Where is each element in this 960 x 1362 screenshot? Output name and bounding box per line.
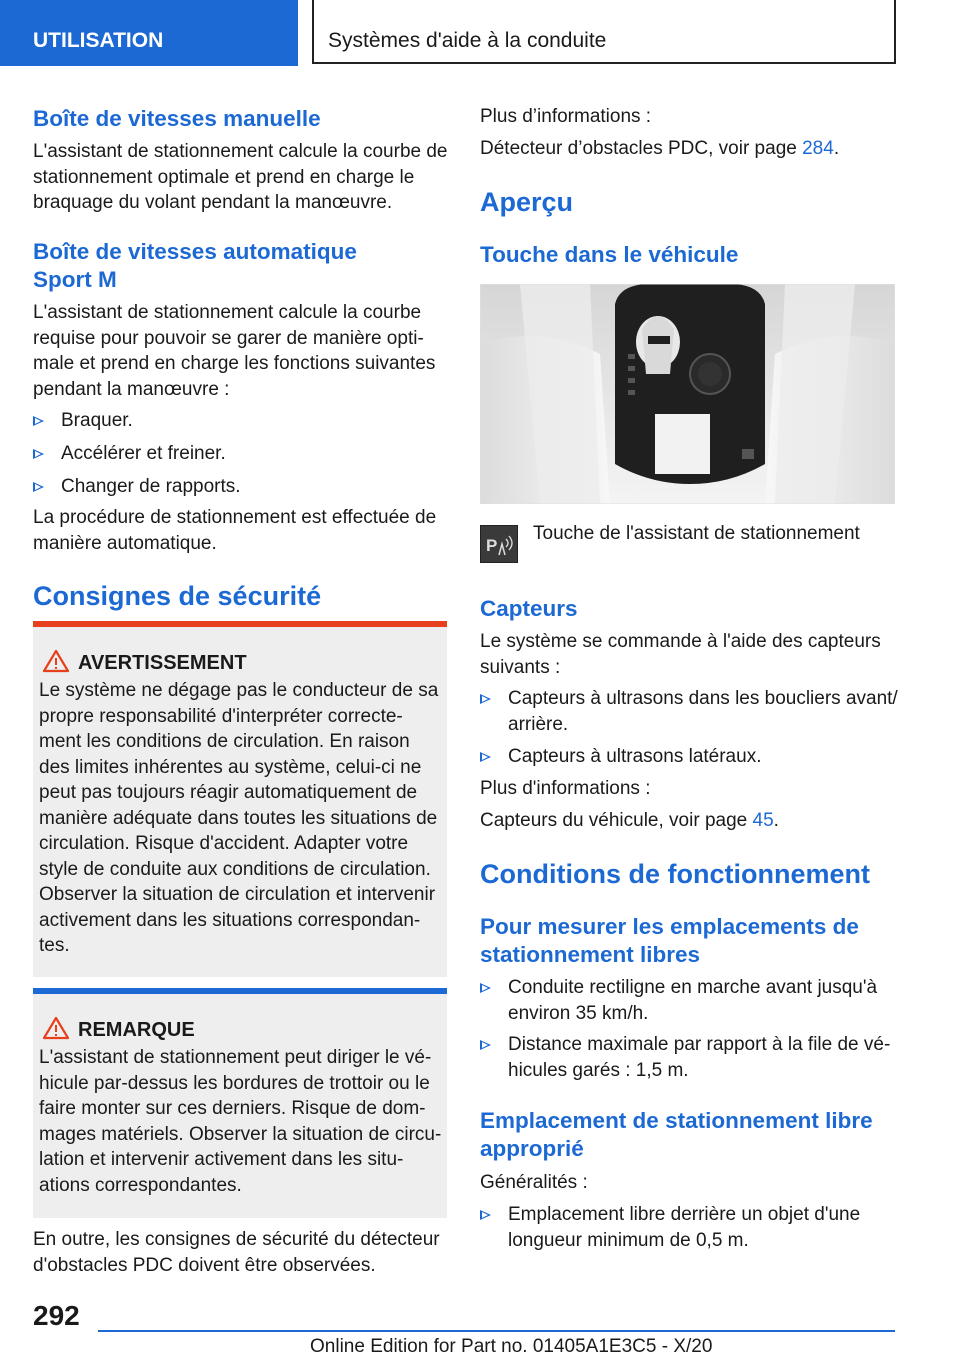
svg-text:P: P [486,536,498,555]
warning-text: Le système ne dégage pas le conducteur de sa propre responsabilité d'interpréter correcte-ment les conditions de circulation. En raison des limites inhérentes au système, celui-ci ne peut pas toujours réagir automatiquement de manière adéquate dans toutes les situations de circulation. Risque d'accident. Adapter votre style de conduite aux conditions de circulation. Observer la situation de circulation et intervenir activement dans les situations correspondan-tes. [39,680,439,956]
section-tab [0,0,298,66]
chapter-title: Systèmes d'aide à la conduite [328,29,607,52]
cross-reference: Détecteur d’obstacles PDC, voir page 284. [480,138,840,159]
warning-title: AVERTISSEMENT [78,652,247,674]
paragraph-pdc: En outre, les consignes de sécurité du détecteur d'obstacles PDC doivent être observées. [33,1229,440,1276]
bullet-triangle-icon [480,752,491,762]
warning-triangle-icon [42,649,70,673]
heading-suitable-space: Emplacement de stationnement libre approprié [480,1108,873,1161]
heading-measure-spaces: Pour mesurer les emplacements de stationnement libres [480,914,859,967]
more-info-label: Plus d'informations : [480,778,651,799]
park-assist-button-icon [480,525,518,563]
paragraph-general: Généralités : [480,1172,588,1193]
warning-box [33,621,447,977]
page-number: 292 [33,1300,80,1331]
paragraph-automatic-procedure: La procédure de stationnement est effectuée de manière automatique. [33,507,437,554]
paragraph-manual-gearbox: L'assistant de stationnement calcule la courbe de stationnement optimale et prend en charge le braquage du volant pendant la manœuvre. [33,141,448,213]
bullet-triangle-icon [33,416,44,426]
heading-operating-conditions: Conditions de fonctionnement [480,859,870,889]
bullet-triangle-icon [480,983,491,993]
more-info-label: Plus d’informations : [480,106,652,127]
footer-rule [98,1330,895,1332]
paragraph-sensors: Le système se commande à l'aide des capteurs suivants : [480,631,881,678]
heading-sensors: Capteurs [480,596,578,621]
bullet-triangle-icon [480,1040,491,1050]
bullet-triangle-icon [480,694,491,704]
notice-box [33,988,447,1218]
bullet-triangle-icon [33,449,44,459]
notice-text: L'assistant de stationnement peut diriger le vé-hicule par-dessus les bordures de trottoir ou le faire monter sur ces derniers. Risque de dom-mages matériels. Observer la situation de circu-lation et intervenir activement dans les situ-ations correspondantes. [39,1047,442,1196]
heading-safety: Consignes de sécurité [33,581,322,611]
heading-automatic-gearbox: Boîte de vitesses automatique Sport M [33,239,357,292]
center-console-image [480,284,895,504]
bullet-triangle-icon [480,1210,491,1220]
bullet-triangle-icon [33,482,44,492]
notice-bar [33,988,447,994]
chapter-header [312,0,896,64]
heading-overview: Aperçu [480,187,574,217]
notice-title: REMARQUE [78,1019,195,1041]
footer-edition: Online Edition for Part no. 01405A1E3C5 - X/20 [310,1336,713,1357]
heading-manual-gearbox: Boîte de vitesses manuelle [33,106,321,131]
cross-reference: Capteurs du véhicule, voir page 45. [480,810,779,831]
paragraph-automatic-gearbox: L'assistant de stationnement calcule la courbe requise pour pouvoir se garer de manière opti-male et prend en charge les fonctions suivantes pendant la manœuvre : [33,302,436,400]
page-link[interactable]: 45 [752,810,774,831]
page-link[interactable]: 284 [802,138,834,159]
heading-button-in-vehicle: Touche dans le véhicule [480,242,739,267]
notice-triangle-icon [42,1016,70,1040]
button-caption: Touche de l'assistant de stationnement [533,523,860,544]
warning-bar [33,621,447,627]
section-label: UTILISATION [33,29,164,52]
